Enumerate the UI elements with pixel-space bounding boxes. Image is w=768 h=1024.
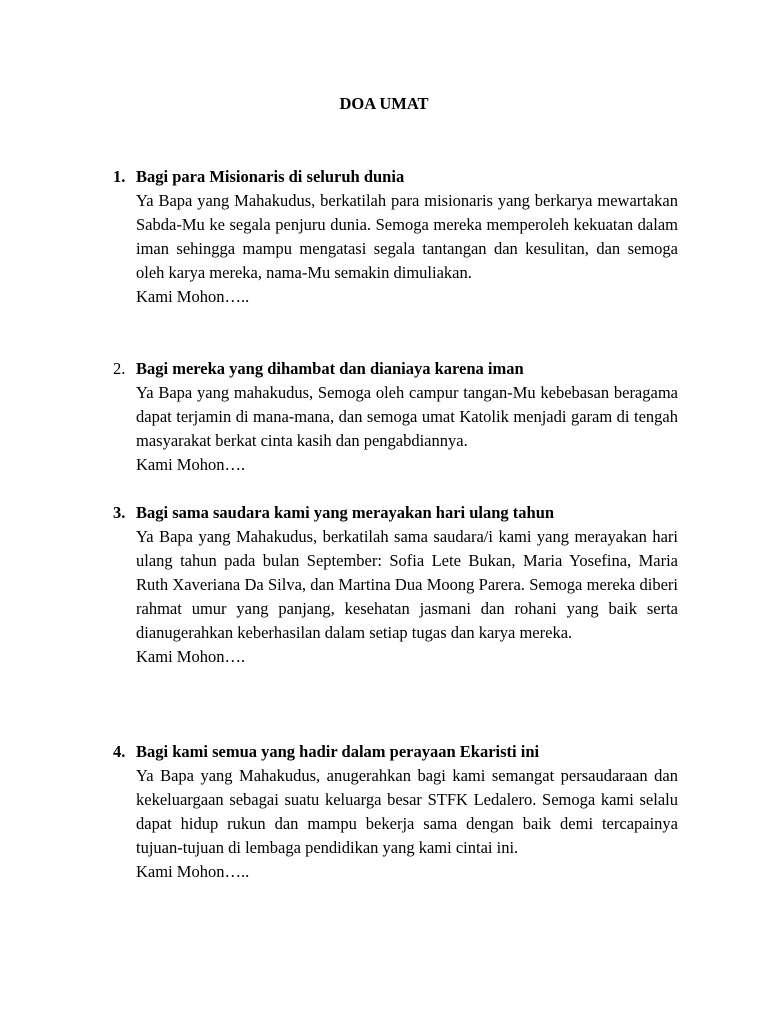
prayer-item-3 (113, 501, 678, 669)
prayer-item-closing: Kami Mohon…. (136, 455, 246, 474)
prayer-item-heading: Bagi kami semua yang hadir dalam perayaan Ekaristi ini (136, 742, 540, 761)
prayer-item-body (136, 501, 678, 669)
document-title: DOA UMAT (339, 94, 429, 113)
prayer-item-closing: Kami Mohon….. (136, 862, 250, 881)
prayer-item-closing: Kami Mohon…. (136, 647, 246, 666)
prayer-item-2 (113, 357, 678, 477)
prayer-item-text: Ya Bapa yang Mahakudus, berkatilah para misionaris yang berkarya mewartakan Sabda-Mu ke segala penjuru dunia. Semoga mereka memperoleh kekuatan dalam iman sehingga mampu mengatasi segala tantangan dan kesulitan, dan semoga oleh karya mereka, nama-Mu semakin dimuliakan. (136, 191, 678, 282)
prayer-item-number: 1. (113, 167, 126, 186)
prayer-item-number: 3. (113, 503, 126, 522)
prayer-item-heading: Bagi mereka yang dihambat dan dianiaya karena iman (136, 359, 524, 378)
prayer-item-text: Ya Bapa yang Mahakudus, berkatilah sama saudara/i kami yang merayakan hari ulang tahun pada bulan September: Sofia Lete Bukan, Maria Yosefina, Maria Ruth Xaveriana Da Silva, dan Martina Dua Moong Parera. Semoga mereka diberi rahmat umur yang panjang, kesehatan jasmani dan rohani yang baik serta dianugerahkan keberhasilan dalam setiap tugas dan karya mereka. (136, 527, 678, 642)
prayer-item-text: Ya Bapa yang mahakudus, Semoga oleh campur tangan-Mu kebebasan beragama dapat terjamin di mana-mana, dan semoga umat Katolik menjadi garam di tengah masyarakat berkat cinta kasih dan pengabdiannya. (136, 383, 678, 450)
prayer-item-heading: Bagi para Misionaris di seluruh dunia (136, 167, 405, 186)
prayer-item-4 (113, 740, 678, 884)
prayer-item-number: 4. (113, 742, 126, 761)
prayer-item-number: 2. (113, 359, 126, 378)
prayer-item-body (136, 165, 678, 309)
prayer-item-body (136, 740, 678, 884)
prayer-item-1 (113, 165, 678, 309)
prayer-item-body (136, 357, 678, 477)
prayer-item-heading: Bagi sama saudara kami yang merayakan hari ulang tahun (136, 503, 555, 522)
prayer-item-closing: Kami Mohon….. (136, 287, 250, 306)
prayer-item-text: Ya Bapa yang Mahakudus, anugerahkan bagi kami semangat persaudaraan dan kekeluargaan sebagai suatu keluarga besar STFK Ledalero. Semoga kami selalu dapat hidup rukun dan mampu bekerja sama dengan baik demi tercapainya tujuan-tujuan di lembaga pendidikan yang kami cintai ini. (136, 766, 678, 857)
